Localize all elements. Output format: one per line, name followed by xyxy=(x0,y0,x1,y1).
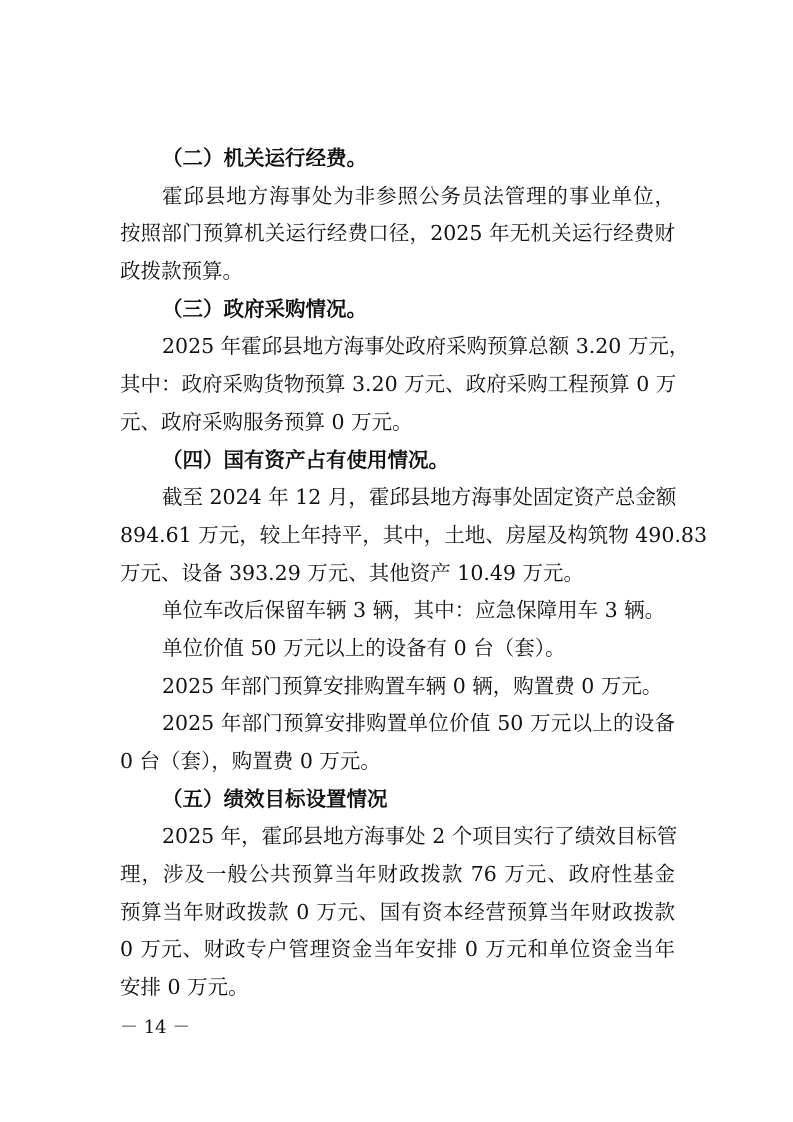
paragraph-line: 2025 年部门预算安排购置车辆 0 辆，购置费 0 万元。 xyxy=(162,673,663,698)
paragraph-line: 2025 年，霍邱县地方海事处 2 个项目实行了绩效目标管 xyxy=(162,824,678,849)
section-heading-procurement: （三）政府采购情况。 xyxy=(162,296,367,321)
paragraph-line: 0 台（套），购置费 0 万元。 xyxy=(120,749,381,773)
paragraph-line: 政拨款预算。 xyxy=(120,259,243,284)
paragraph-line: 按照部门预算机关运行经费口径，2025 年无机关运行经费财 xyxy=(120,221,675,246)
section-heading-state-assets: （四）国有资产占有使用情况。 xyxy=(162,447,449,472)
paragraph-line: 安排 0 万元。 xyxy=(120,975,249,1000)
paragraph-line: 894.61 万元，较上年持平，其中，土地、房屋及构筑物 490.83 xyxy=(120,522,707,547)
paragraph-line: 单位价值 50 万元以上的设备有 0 台（套）。 xyxy=(162,635,566,660)
paragraph-line: 其中：政府采购货物预算 3.20 万元、政府采购工程预算 0 万 xyxy=(120,372,677,397)
section-heading-performance-goals: （五）绩效目标设置情况 xyxy=(162,786,388,811)
paragraph-line: 理，涉及一般公共预算当年财政拨款 76 万元、政府性基金 xyxy=(120,862,675,887)
paragraph-line: 2025 年霍邱县地方海事处政府采购预算总额 3.20 万元， xyxy=(162,334,690,359)
paragraph-line: 元、政府采购服务预算 0 万元。 xyxy=(120,409,413,434)
paragraph-line: 单位车改后保留车辆 3 辆，其中：应急保障用车 3 辆。 xyxy=(162,598,666,623)
paragraph-line: 霍邱县地方海事处为非参照公务员法管理的事业单位， xyxy=(162,183,675,208)
document-body xyxy=(120,140,707,1007)
paragraph-line: 万元、设备 393.29 万元、其他资产 10.49 万元。 xyxy=(120,560,584,585)
page-number: － 14 － xyxy=(120,1017,191,1038)
paragraph-line: 预算当年财政拨款 0 万元、国有资本经营预算当年财政拨款 xyxy=(120,899,675,924)
paragraph-line: 2025 年部门预算安排购置单位价值 50 万元以上的设备 xyxy=(162,711,675,736)
paragraph-line: 截至 2024 年 12 月，霍邱县地方海事处固定资产总金额 xyxy=(162,485,677,510)
paragraph-line: 0 万元、财政专户管理资金当年安排 0 万元和单位资金当年 xyxy=(120,937,675,962)
section-heading-operating-expenses: （二）机关运行经费。 xyxy=(162,146,367,170)
